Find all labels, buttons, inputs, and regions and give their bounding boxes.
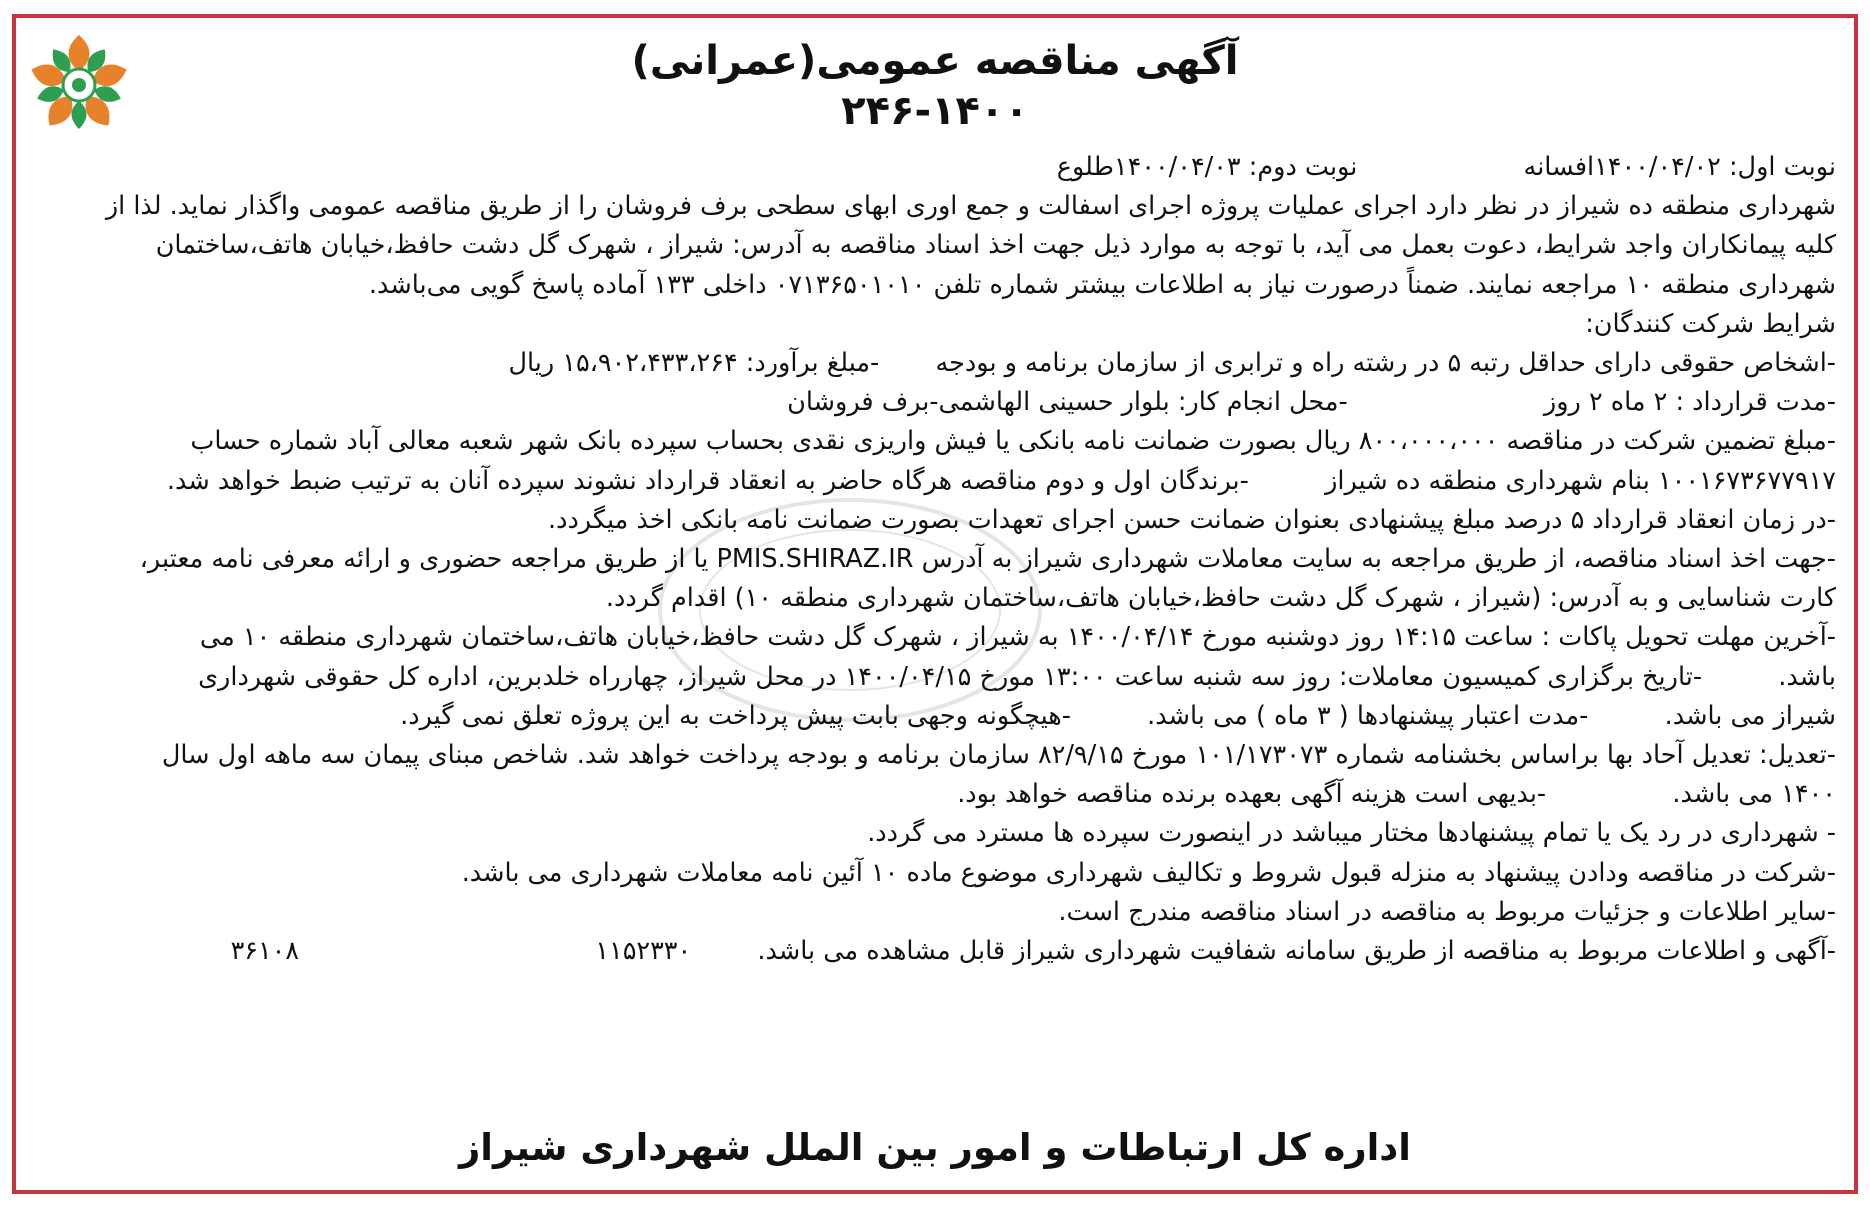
code-1: ۱۱۵۲۳۳۰ (595, 936, 692, 967)
no-prepayment: -هیچگونه وجهی بابت پیش پرداخت به این پروژه تعلق نمی گیرد. (400, 700, 1071, 731)
docs-line-2: کارت شناسایی و به آدرس: (شیراز ، شهرک گل دشت حافظ،خیابان هاتف،ساختمان شهرداری منطقه ۱۰) اقدام گردد. (605, 583, 1836, 614)
first-publication: نوبت اول: ۱۴۰۰/۰۴/۰۲افسانه (1523, 152, 1836, 182)
guarantee-line-2 (28, 462, 1836, 501)
code-2: ۳۶۱۰۸ (230, 936, 300, 967)
shiraz-municipality-logo (24, 30, 134, 140)
notice-title: آگهی مناقصه عمومی(عمرانی) (631, 38, 1239, 84)
conditions-heading: شرایط شرکت کنندگان: (1585, 308, 1836, 339)
second-publication: نوبت دوم: ۱۴۰۰/۰۴/۰۳طلوع (1056, 152, 1358, 182)
docs-line-1: -جهت اخذ اسناد مناقصه، از طریق مراجعه به سایت معاملات شهرداری شیراز به آدرس PMIS.SHIRAZ.IR یا از طریق مراجعه حضوری و ارائه معرفی نامه معتبر، (139, 544, 1836, 575)
deadline-line-2 (28, 658, 1836, 697)
other-info-line: -سایر اطلاعات و جزئیات مربوط به مناقصه در اسناد مناقصه مندرج است. (1058, 896, 1836, 927)
acceptance-line: -شرکت در مناقصه ودادن پیشنهاد به منزله قبول شروط و تکالیف شهرداری موضوع ماده ۱۰ آئین نامه معاملات شهرداری می باشد. (461, 857, 1836, 888)
work-location: -محل انجام کار: بلوار حسینی الهاشمی-برف فروشان (787, 387, 1348, 418)
notice-header (300, 36, 1570, 136)
issuer-footer: اداره کل ارتباطات و امور بین الملل شهرداری شیراز (459, 1126, 1411, 1169)
rejection-line: - شهرداری در رد یک یا تمام پیشنهادها مختار میباشد در اینصورت سپرده ها مسترد می گردد. (867, 818, 1836, 849)
publication-line (28, 148, 1836, 187)
intro-line-3: شهرداری منطقه ۱۰ مراجعه نمایند. ضمناً درصورت نیاز به اطلاعات بیشتر شماره تلفن ۰۷۱۳۶۵۰۱۰۱۰ داخلی ۱۳۳ آماده پاسخ گویی می‌باشد. (368, 269, 1836, 300)
performance-line: -در زمان انعقاد قرارداد ۵ درصد مبلغ پیشنهادی بعنوان ضمانت حسن اجرای تعهدات بصورت ضمانت نامه بانکی اخذ میگردد. (547, 504, 1836, 535)
adjustment-end: ۱۴۰۰ می باشد. (1672, 779, 1836, 810)
validity-line (28, 697, 1836, 736)
estimate: -مبلغ برآورد: ۱۵،۹۰۲،۴۳۳،۲۶۴ ریال (508, 348, 880, 379)
account-number: ۱۰۰۱۶۷۳۶۷۷۹۱۷ بنام شهرداری منطقه ده شیراز (1325, 465, 1836, 496)
transparency-line (28, 932, 1836, 971)
qualification: -اشخاص حقوقی دارای حداقل رتبه ۵ در رشته راه و ترابری از سازمان برنامه و بودجه (935, 348, 1836, 379)
commission-date: -تاریخ برگزاری کمیسیون معاملات: روز سه شنبه ساعت ۱۳:۰۰ مورخ ۱۴۰۰/۰۴/۱۵ در محل شیراز، چهارراه خلدبرین، اداره کل حقوقی شهرداری (198, 661, 1703, 692)
duration-line (28, 383, 1836, 422)
winners-forfeit: -برندگان اول و دوم مناقصه هرگاه حاضر به انعقاد قرارداد نشوند سپرده آنان به ترتیب ضبط خواهد شد. (166, 465, 1249, 496)
intro-line-2: کلیه پیمانکاران واجد شرایط، دعوت بعمل می آید، با توجه به موارد ذیل جهت اخذ اسناد مناقصه به آدرس: شیراز ، شهرک گل دشت حافظ،خیابان هاتف،ساختمان (155, 230, 1836, 261)
contract-duration: -مدت قرارداد : ۲ ماه ۲ روز (1543, 387, 1836, 418)
deadline-end: باشد. (1778, 661, 1836, 692)
ad-cost: -بدیهی است هزینه آگهی بعهده برنده مناقصه خواهد بود. (957, 779, 1547, 810)
intro-line-1: شهرداری منطقه ده شیراز در نظر دارد اجرای عملیات پروژه اجرای اسفالت و جمع اوری ابهای سطحی برف فروشان را از طریق مناقصه عمومی واگذار نماید. لذا از (105, 191, 1836, 222)
offer-validity: -مدت اعتبار پیشنهادها ( ۳ ماه ) می باشد. (1147, 700, 1589, 731)
notice-number: ۲۴۶-۱۴۰۰ (841, 88, 1029, 134)
transparency: -آگهی و اطلاعات مربوط به مناقصه از طریق سامانه شفافیت شهرداری شیراز قابل مشاهده می باشد. (757, 936, 1836, 967)
adjustment-line-1: -تعدیل: تعدیل آحاد بها براساس بخشنامه شماره ۱۰۱/۱۷۳۰۷۳ مورخ ۸۲/۹/۱۵ سازمان برنامه و بودجه پرداخت خواهد شد. شاخص مبنای پیمان سه ماهه اول سال (161, 740, 1836, 771)
notice-body (28, 148, 1836, 971)
commission-end: شیراز می باشد. (1664, 700, 1836, 731)
deadline-line-1: -آخرین مهلت تحویل پاکات : ساعت ۱۴:۱۵ روز دوشنبه مورخ ۱۴۰۰/۰۴/۱۴ به شیراز ، شهرک گل دشت حافظ،خیابان هاتف،ساختمان شهرداری منطقه ۱۰ می (199, 622, 1836, 653)
guarantee-line-1: -مبلغ تضمین شرکت در مناقصه ۸۰۰،۰۰۰،۰۰۰ ریال بصورت ضمانت نامه بانکی یا فیش واریزی نقدی بحساب سپرده بانک شهر شعبه معالی آباد شماره حساب (190, 426, 1836, 457)
adjustment-line-2 (28, 775, 1836, 814)
qualification-line (28, 344, 1836, 383)
